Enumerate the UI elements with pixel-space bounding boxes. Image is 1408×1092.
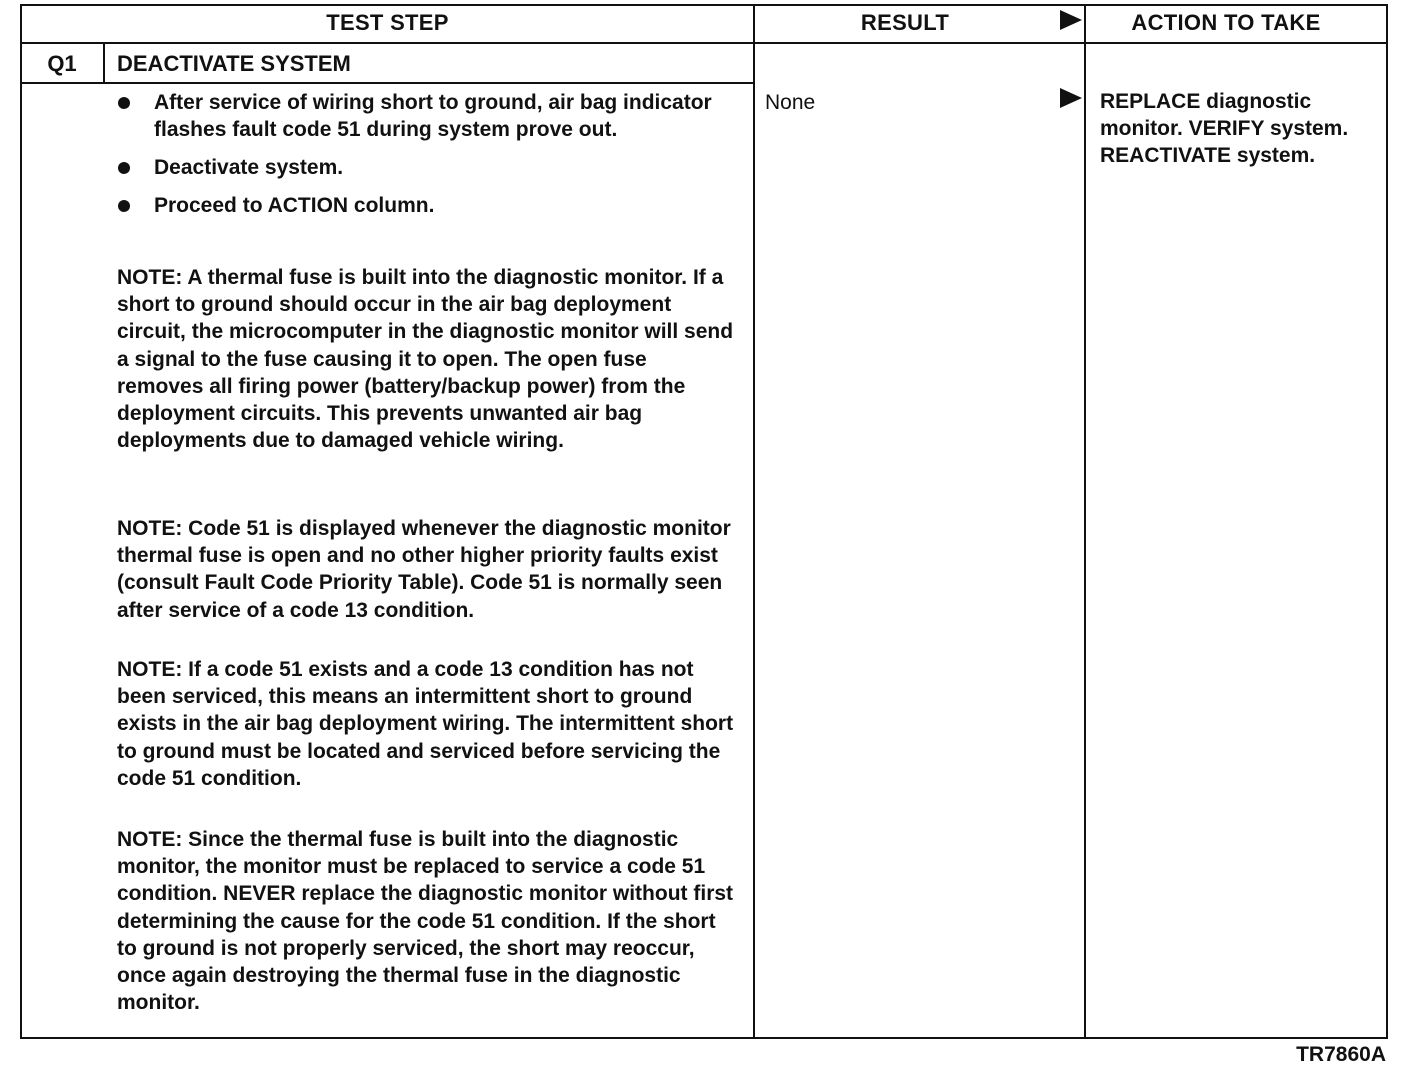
bullet-text: After service of wiring short to ground, air bag indicator flashes fault code 51 during system prove out. [154,91,712,141]
step-bullet-list [116,89,736,230]
header-test-step: TEST STEP [326,10,449,35]
bullet-icon [118,97,130,109]
header-divider [20,42,1388,44]
note-intermittent-short [117,656,735,792]
bullet-icon [118,200,130,212]
list-item [116,192,736,219]
step-id: Q1 [47,51,77,76]
list-item [116,89,736,143]
header-action: ACTION TO TAKE [1131,10,1321,35]
figure-id: TR7860A [1296,1043,1386,1066]
note-text-after: short to ground exists in the air bag deployment wiring. The intermittent short to ground must be located and serviced before servicing the code 51 condition. [117,685,734,790]
step-title: DEACTIVATE SYSTEM [117,51,351,76]
step-title-divider [20,82,755,84]
note-code-51: NOTE: Code 51 is displayed whenever the diagnostic monitor thermal fuse is open and no other higher priority faults exist (consult Fault Code Priority Table). Code 51 is normally seen after service of a code 13 condition. [117,517,731,622]
note-emphasis: intermittent [414,685,531,709]
column-divider-result [753,4,755,1039]
action-text: REPLACE diagnostic monitor. VERIFY system. REACTIVATE system. [1100,90,1349,167]
column-divider-action [1084,4,1086,1039]
header-result: RESULT [860,10,950,35]
bullet-text: Deactivate system. [154,156,344,179]
list-item [116,154,736,181]
bullet-icon [118,162,130,174]
bullet-text: Proceed to ACTION column. [154,194,435,217]
note-thermal-fuse: NOTE: A thermal fuse is built into the diagnostic monitor. If a short to ground should occur in the air bag deployment circuit, the microcomputer in the diagnostic monitor will send a signal to the fuse causing it to open. The open fuse removes all firing power (battery/backup power) from the deployment circuits. This prevents unwanted air bag deployments due to damaged vehicle wiring. [117,266,734,453]
note-text-before: NOTE: If a code 51 exists and a code 13 condition has not been serviced, this means an [117,658,694,709]
result-arrow-icon [1060,88,1082,108]
result-text: None [765,91,816,114]
header-arrow-icon [1060,10,1082,30]
note-never-replace: NOTE: Since the thermal fuse is built into the diagnostic monitor, the monitor must be replaced to service a code 51 condition. NEVER replace the diagnostic monitor without first determining the cause for the code 51 condition. If the short to ground is not properly serviced, the short may reoccur, once again destroying the thermal fuse in the diagnostic monitor. [117,828,734,1015]
